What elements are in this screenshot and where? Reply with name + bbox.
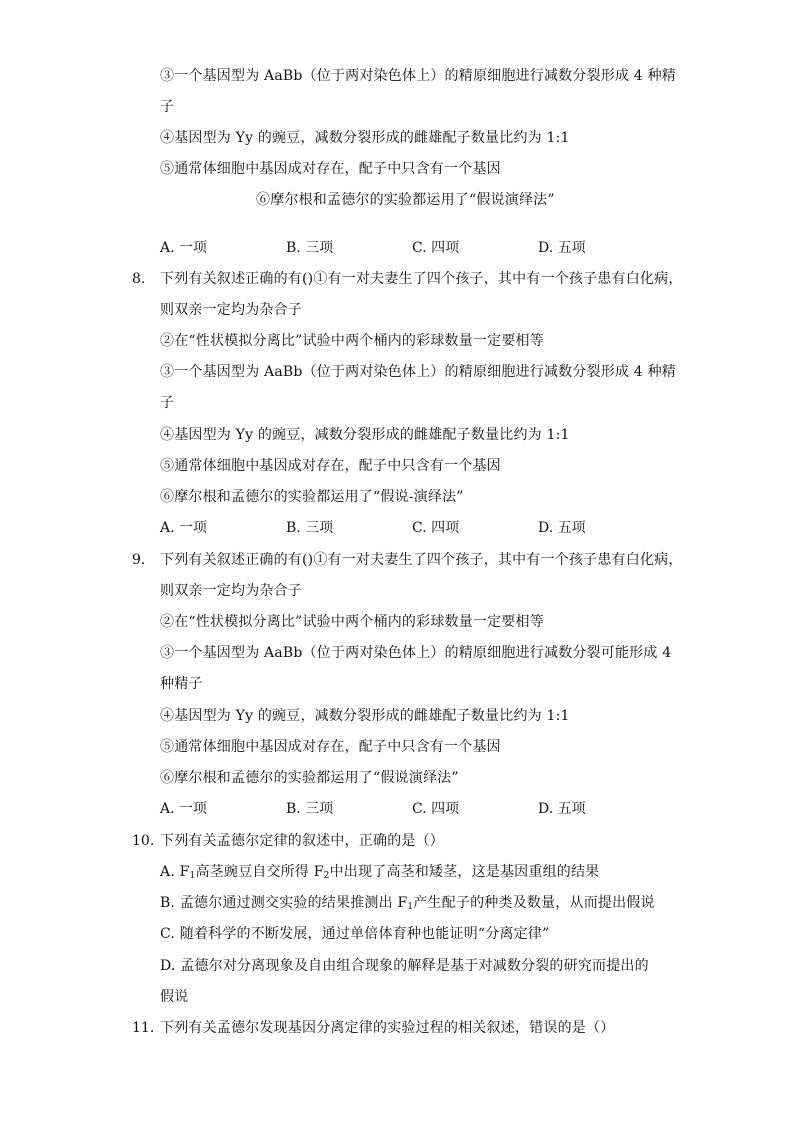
- q8-statement-4: ④基因型为 Yy 的豌豆，减数分裂形成的雌雄配子数量比约为 1:1: [160, 427, 570, 443]
- q8-option-a[interactable]: A. 一项: [160, 520, 208, 536]
- q9-option-a[interactable]: A. 一项: [160, 801, 208, 817]
- q9-stem-line2: 则双亲一定均为杂合子: [160, 583, 302, 599]
- q9-option-b[interactable]: B. 三项: [286, 801, 334, 817]
- q9-option-d[interactable]: D. 五项: [538, 801, 586, 817]
- q10-option-b[interactable]: [160, 893, 655, 913]
- q7-statement-4: ④基因型为 Yy 的豌豆，减数分裂形成的雌雄配子数量比约为 1:1: [160, 130, 570, 146]
- q9-statement-6: ⑥摩尔根和孟德尔的实验都运用了“假说演绎法”: [160, 770, 459, 786]
- q10-option-a-sub1: 1: [189, 871, 196, 881]
- q8-statement-5: ⑤通常体细胞中基因成对存在，配子中只含有一个基因: [160, 458, 501, 474]
- q9-options: [160, 799, 680, 819]
- q7-options: [160, 238, 680, 258]
- q10-option-a[interactable]: [160, 862, 599, 882]
- q9-statement-2: ②在“性状模拟分离比”试验中两个桶内的彩球数量一定要相等: [160, 614, 544, 630]
- q9-number: 9.: [132, 552, 146, 568]
- q9-statement-4: ④基因型为 Yy 的豌豆，减数分裂形成的雌雄配子数量比约为 1:1: [160, 708, 570, 724]
- q7-statement-3-line2: 子: [160, 99, 175, 115]
- q7-option-b[interactable]: B. 三项: [286, 240, 334, 256]
- q10-option-b-part1: B. 孟德尔通过测交实验的结果推测出 F: [160, 895, 408, 911]
- q8-statement-2: ②在“性状模拟分离比”试验中两个桶内的彩球数量一定要相等: [160, 333, 544, 349]
- q10-number: 10.: [132, 833, 155, 849]
- q10-option-c[interactable]: C. 随着科学的不断发展，通过单倍体育种也能证明“分离定律”: [160, 926, 550, 942]
- q8-option-d[interactable]: D. 五项: [538, 520, 586, 536]
- q7-option-c[interactable]: C. 四项: [412, 240, 460, 256]
- q10-option-b-part2: 产生配子的种类及数量，从而提出假说: [413, 895, 655, 911]
- q11-stem: 下列有关孟德尔发现基因分离定律的实验过程的相关叙述，错误的是（）: [160, 1020, 615, 1036]
- q8-stem-line1: 下列有关叙述正确的有()①有一对夫妻生了四个孩子，其中有一个孩子患有白化病，: [160, 271, 683, 287]
- q8-statement-3-line1: ③一个基因型为 AaBb（位于两对染色体上）的精原细胞进行减数分裂形成 4 种精: [160, 364, 676, 380]
- q10-option-a-part3: 中出现了高茎和矮茎，这是基因重组的结果: [329, 864, 600, 880]
- q10-stem: 下列有关孟德尔定律的叙述中，正确的是（）: [160, 833, 444, 849]
- q11-number: 11.: [132, 1020, 155, 1036]
- q8-statement-6: ⑥摩尔根和孟德尔的实验都运用了“假说-演绎法”: [160, 489, 464, 505]
- q7-statement-3-line1: ③一个基因型为 AaBb（位于两对染色体上）的精原细胞进行减数分裂形成 4 种精: [160, 68, 676, 84]
- q7-statement-6: ⑥摩尔根和孟德尔的实验都运用了“假说演绎法”: [256, 192, 555, 208]
- q9-stem-line1: 下列有关叙述正确的有()①有一对夫妻生了四个孩子，其中有一个孩子患有白化病，: [160, 552, 683, 568]
- q8-options: [160, 518, 680, 538]
- q9-statement-3-line2: 种精子: [160, 676, 203, 692]
- q10-option-a-part1: A. F: [160, 864, 190, 880]
- q8-number: 8.: [132, 271, 146, 287]
- q9-option-c[interactable]: C. 四项: [412, 801, 460, 817]
- q7-statement-5: ⑤通常体细胞中基因成对存在，配子中只含有一个基因: [160, 161, 501, 177]
- q9-statement-3-line1: ③一个基因型为 AaBb（位于两对染色体上）的精原细胞进行减数分裂可能形成 4: [160, 645, 672, 661]
- q9-statement-5: ⑤通常体细胞中基因成对存在，配子中只含有一个基因: [160, 739, 501, 755]
- q10-option-d-line2: 假说: [160, 989, 189, 1005]
- q10-option-a-part2: 高茎豌豆自交所得 F: [195, 864, 324, 880]
- q8-option-b[interactable]: B. 三项: [286, 520, 334, 536]
- q8-statement-3-line2: 子: [160, 395, 175, 411]
- q10-option-b-sub: 1: [407, 902, 414, 912]
- q7-option-d[interactable]: D. 五项: [538, 240, 586, 256]
- q7-option-a[interactable]: A. 一项: [160, 240, 208, 256]
- q8-option-c[interactable]: C. 四项: [412, 520, 460, 536]
- q10-option-d-line1[interactable]: D. 孟德尔对分离现象及自由组合现象的解释是基于对减数分裂的研究而提出的: [160, 958, 649, 974]
- q8-stem-line2: 则双亲一定均为杂合子: [160, 302, 302, 318]
- q10-option-a-sub2: 2: [323, 871, 330, 881]
